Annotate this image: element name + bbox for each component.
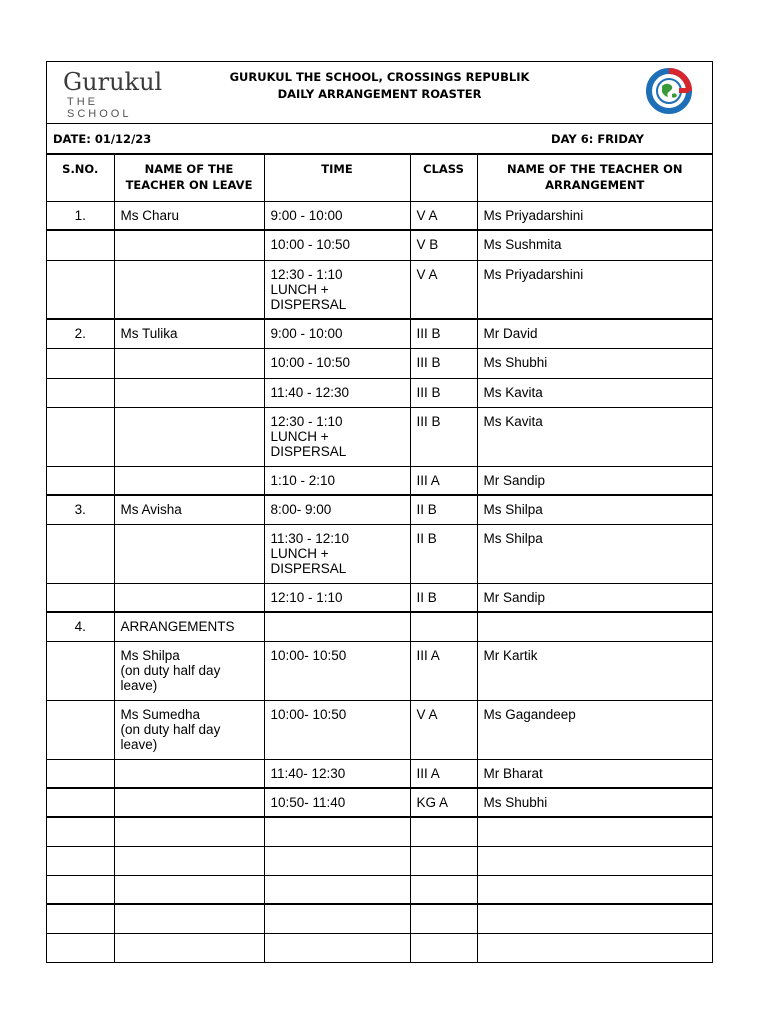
cell-teacher-on-leave: Ms Avisha: [114, 495, 264, 524]
cell-teacher-on-arrangement: Ms Priyadarshini: [477, 260, 712, 319]
cell-class: II B: [410, 495, 477, 524]
cell-teacher-on-arrangement: Mr Bharat: [477, 759, 712, 788]
cell-teacher-on-arrangement: [477, 612, 712, 641]
cell-time: [264, 612, 410, 641]
cell-class: [410, 904, 477, 933]
table-row: [47, 700, 712, 759]
cell-teacher-on-arrangement: [477, 933, 712, 962]
cell-time: [264, 904, 410, 933]
cell-teacher-on-leave: [114, 378, 264, 407]
cell-class: II B: [410, 583, 477, 612]
cell-teacher-on-arrangement: Ms Priyadarshini: [477, 201, 712, 230]
cell-teacher-on-leave: [114, 788, 264, 817]
cell-time: 11:30 - 12:10 LUNCH + DISPERSAL: [264, 524, 410, 583]
arrangement-table: [47, 155, 712, 962]
cell-teacher-on-arrangement: Ms Sushmita: [477, 230, 712, 260]
cell-teacher-on-leave: Ms Tulika: [114, 319, 264, 348]
cell-time: 9:00 - 10:00: [264, 201, 410, 230]
cell-teacher-on-leave: Ms Charu: [114, 201, 264, 230]
cell-teacher-on-leave: [114, 759, 264, 788]
cell-teacher-on-arrangement: Ms Kavita: [477, 407, 712, 466]
cell-class: III A: [410, 466, 477, 495]
cell-teacher-on-leave: [114, 524, 264, 583]
col-header-class: CLASS: [410, 155, 477, 201]
table-row: [47, 641, 712, 700]
table-row: [47, 201, 712, 230]
cell-sno: [47, 875, 114, 904]
cell-class: [410, 846, 477, 875]
col-header-sno: S.NO.: [47, 155, 114, 201]
table-row: [47, 933, 712, 962]
cell-time: 9:00 - 10:00: [264, 319, 410, 348]
cell-sno: 3.: [47, 495, 114, 524]
cell-class: [410, 933, 477, 962]
cell-class: [410, 817, 477, 846]
cell-sno: [47, 933, 114, 962]
cell-time: 10:00- 10:50: [264, 700, 410, 759]
table-row: [47, 788, 712, 817]
globe-emblem-icon: [646, 68, 692, 114]
table-row: [47, 904, 712, 933]
cell-time: [264, 875, 410, 904]
cell-teacher-on-arrangement: Ms Gagandeep: [477, 700, 712, 759]
cell-teacher-on-leave: Ms Sumedha (on duty half day leave): [114, 700, 264, 759]
cell-sno: [47, 378, 114, 407]
table-row: [47, 875, 712, 904]
cell-sno: [47, 788, 114, 817]
cell-time: 11:40- 12:30: [264, 759, 410, 788]
col-header-teacher-on-arrangement: NAME OF THE TEACHER ON ARRANGEMENT: [477, 155, 712, 201]
table-row: [47, 524, 712, 583]
table-row: [47, 817, 712, 846]
cell-teacher-on-arrangement: Ms Shilpa: [477, 524, 712, 583]
cell-time: 8:00- 9:00: [264, 495, 410, 524]
cell-teacher-on-arrangement: Mr David: [477, 319, 712, 348]
cell-teacher-on-leave: ARRANGEMENTS: [114, 612, 264, 641]
cell-teacher-on-leave: [114, 260, 264, 319]
cell-sno: [47, 407, 114, 466]
cell-sno: [47, 466, 114, 495]
school-name: GURUKUL THE SCHOOL, CROSSINGS REPUBLIK: [229, 70, 530, 84]
cell-teacher-on-leave: [114, 230, 264, 260]
cell-sno: 2.: [47, 319, 114, 348]
cell-teacher-on-arrangement: Ms Shilpa: [477, 495, 712, 524]
table-row: [47, 495, 712, 524]
cell-class: V B: [410, 230, 477, 260]
cell-sno: [47, 641, 114, 700]
cell-class: [410, 875, 477, 904]
cell-teacher-on-leave: [114, 904, 264, 933]
cell-class: III B: [410, 319, 477, 348]
date-label: DATE: 01/12/23: [53, 132, 152, 146]
cell-teacher-on-leave: [114, 817, 264, 846]
cell-sno: [47, 260, 114, 319]
col-header-time: TIME: [264, 155, 410, 201]
cell-time: [264, 817, 410, 846]
table-row: [47, 612, 712, 641]
cell-sno: [47, 759, 114, 788]
cell-class: III B: [410, 378, 477, 407]
cell-teacher-on-arrangement: [477, 817, 712, 846]
cell-sno: [47, 817, 114, 846]
cell-sno: [47, 524, 114, 583]
cell-teacher-on-arrangement: Mr Sandip: [477, 466, 712, 495]
table-header-row: [47, 155, 712, 201]
table-row: [47, 260, 712, 319]
table-row: [47, 348, 712, 378]
cell-class: III B: [410, 348, 477, 378]
cell-time: 10:00 - 10:50: [264, 348, 410, 378]
cell-class: III A: [410, 641, 477, 700]
cell-class: V A: [410, 700, 477, 759]
cell-time: 12:30 - 1:10 LUNCH + DISPERSAL: [264, 407, 410, 466]
cell-sno: [47, 230, 114, 260]
cell-class: KG A: [410, 788, 477, 817]
date-day-row: [47, 124, 712, 155]
cell-teacher-on-leave: [114, 583, 264, 612]
cell-sno: [47, 846, 114, 875]
table-row: [47, 759, 712, 788]
cell-class: III A: [410, 759, 477, 788]
cell-time: 12:10 - 1:10: [264, 583, 410, 612]
col-header-teacher-on-leave: NAME OF THE TEACHER ON LEAVE: [114, 155, 264, 201]
cell-teacher-on-leave: Ms Shilpa (on duty half day leave): [114, 641, 264, 700]
table-row: [47, 846, 712, 875]
cell-time: 11:40 - 12:30: [264, 378, 410, 407]
cell-class: [410, 612, 477, 641]
cell-time: [264, 846, 410, 875]
cell-teacher-on-arrangement: Mr Sandip: [477, 583, 712, 612]
roster-title: DAILY ARRANGEMENT ROASTER: [277, 87, 482, 101]
school-logo: [63, 68, 163, 120]
cell-teacher-on-leave: [114, 846, 264, 875]
document-header: [47, 62, 712, 124]
table-row: [47, 583, 712, 612]
cell-teacher-on-leave: [114, 466, 264, 495]
cell-class: V A: [410, 260, 477, 319]
cell-teacher-on-leave: [114, 875, 264, 904]
cell-time: [264, 933, 410, 962]
cell-class: III B: [410, 407, 477, 466]
cell-sno: 1.: [47, 201, 114, 230]
cell-teacher-on-arrangement: Mr Kartik: [477, 641, 712, 700]
cell-teacher-on-arrangement: Ms Shubhi: [477, 788, 712, 817]
cell-sno: [47, 700, 114, 759]
cell-time: 10:00 - 10:50: [264, 230, 410, 260]
cell-teacher-on-leave: [114, 933, 264, 962]
cell-teacher-on-leave: [114, 407, 264, 466]
cell-sno: [47, 583, 114, 612]
cell-time: 10:50- 11:40: [264, 788, 410, 817]
roster-sheet: [46, 61, 713, 963]
cell-teacher-on-arrangement: Ms Kavita: [477, 378, 712, 407]
cell-time: 1:10 - 2:10: [264, 466, 410, 495]
cell-class: V A: [410, 201, 477, 230]
cell-time: 12:30 - 1:10 LUNCH + DISPERSAL: [264, 260, 410, 319]
cell-teacher-on-arrangement: [477, 904, 712, 933]
cell-teacher-on-arrangement: [477, 875, 712, 904]
document-title: [167, 69, 592, 103]
table-row: [47, 319, 712, 348]
table-row: [47, 466, 712, 495]
table-row: [47, 407, 712, 466]
cell-teacher-on-leave: [114, 348, 264, 378]
cell-teacher-on-arrangement: Ms Shubhi: [477, 348, 712, 378]
logo-wordmark: Gurukul: [63, 68, 163, 96]
cell-teacher-on-arrangement: [477, 846, 712, 875]
table-row: [47, 378, 712, 407]
table-row: [47, 230, 712, 260]
cell-sno: [47, 904, 114, 933]
cell-time: 10:00- 10:50: [264, 641, 410, 700]
day-label: DAY 6: FRIDAY: [551, 132, 644, 146]
cell-class: II B: [410, 524, 477, 583]
cell-sno: [47, 348, 114, 378]
logo-subtitle: THE SCHOOL: [67, 96, 132, 120]
cell-sno: 4.: [47, 612, 114, 641]
